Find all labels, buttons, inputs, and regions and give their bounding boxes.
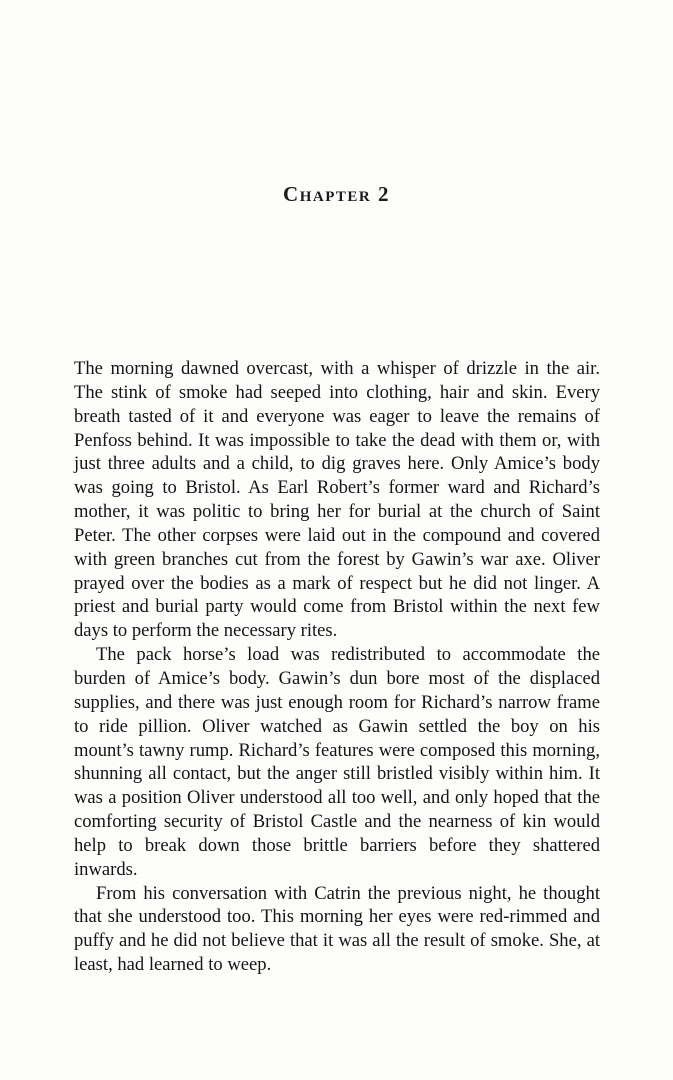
chapter-heading: Chapter 2 (283, 182, 390, 207)
paragraph-3: From his conversation with Catrin the previous night, he thought that she understood too. This morning her eyes were red-rimmed and puffy and he did not believe that it was all the result of smoke. She, at least, had learned to weep. (74, 882, 600, 976)
chapter-body (74, 357, 600, 977)
paragraph-2: The pack horse’s load was redistributed to accommodate the burden of Amice’s body. Gawin’s dun bore most of the displaced supplies, and there was just enough room for Richard’s narrow frame to ride pillion. Oliver watched as Gawin settled the boy on his mount’s tawny rump. Richard’s features were composed this morning, shunning all contact, but the anger still bristled visibly within him. It was a position Oliver understood all too well, and only hoped that the comforting security of Bristol Castle and the nearness of kin would help to break down those brittle barriers before they shattered inwards. (74, 644, 600, 880)
paragraph-1: The morning dawned overcast, with a whisper of drizzle in the air. The stink of smoke had seeped into clothing, hair and skin. Every breath tasted of it and everyone was eager to leave the remains of Penfoss behind. It was impossible to take the dead with them or, with just three adults and a child, to dig graves here. Only Amice’s body was going to Bristol. As Earl Robert’s former ward and Richard’s mother, it was politic to bring her for burial at the church of Saint Peter. The other corpses were laid out in the compound and covered with green branches cut from the forest by Gawin’s war axe. Oliver prayed over the bodies as a mark of respect but he did not linger. A priest and burial party would come from Bristol within the next few days to perform the necessary rites. (74, 358, 600, 642)
